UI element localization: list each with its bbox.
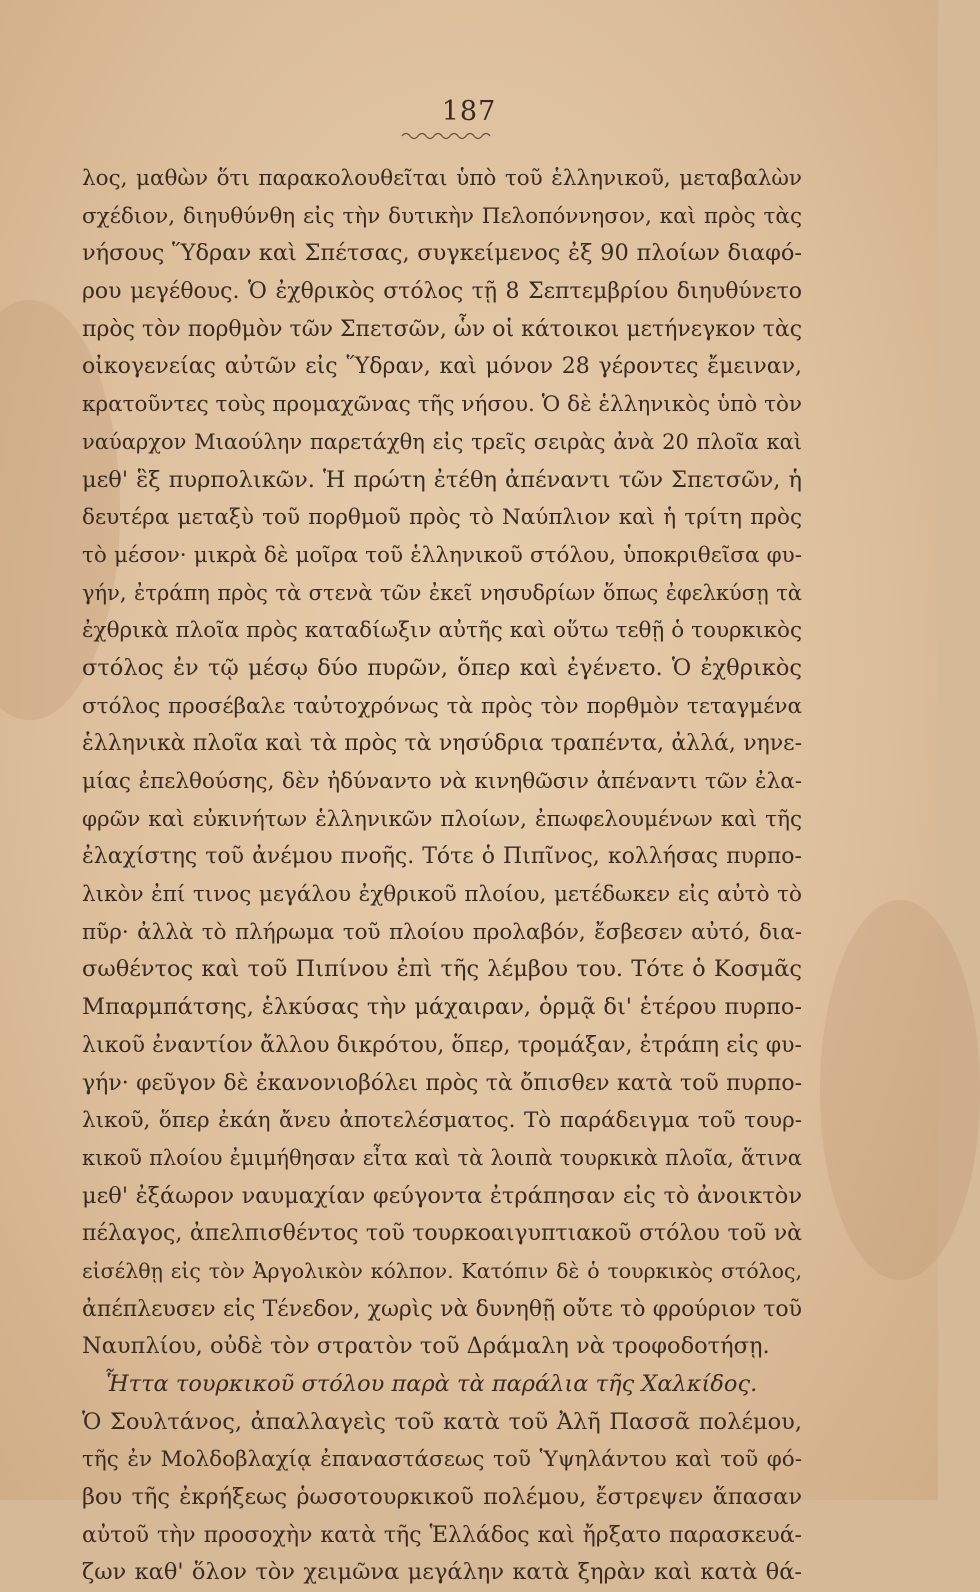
text-line: ναύαρχον Μιαούλην παρετάχθη εἰς τρεῖς σειρὰς ἀνὰ 20 πλοῖα καὶ bbox=[82, 429, 802, 454]
text-line: γήν, ἐτράπη πρὸς τὰ στενὰ τῶν ἐκεῖ νησυδρίων ὅπως ἐφελκύσῃ τὰ bbox=[82, 580, 802, 605]
text-line: κρατοῦντες τοὺς προμαχῶνας τῆς νήσου. Ὁ δὲ ἑλληνικὸς ὑπὸ τὸν bbox=[82, 392, 802, 418]
text-line: σωθέντος καὶ τοῦ Πιπίνου ἐπὶ τῆς λέμβου του. Τότε ὁ Κοσμᾶς bbox=[82, 956, 802, 983]
text-line: ἐλαχίστης τοῦ ἀνέμου πνοῆς. Τότε ὁ Πιπῖνος, κολλήσας πυρπο- bbox=[82, 844, 802, 870]
text-line: τὸ μέσον· μικρὰ δὲ μοῖρα τοῦ ἑλληνικοῦ στόλου, ὑποκριθεῖσα φυ- bbox=[82, 542, 802, 568]
page-number: 187 bbox=[441, 96, 497, 127]
text-line: Ὁ Σουλτάνος, ἀπαλλαγεὶς τοῦ κατὰ τοῦ Ἀλῆ Πασσᾶ πολέμου, bbox=[82, 1408, 802, 1435]
text-line: πέλαγος, ἀπελπισθέντος τοῦ τουρκοαιγυπτιακοῦ στόλου τοῦ νὰ bbox=[82, 1221, 802, 1247]
paper-stain bbox=[820, 900, 980, 1280]
text-line: ρου μεγέθους. Ὁ ἐχθρικὸς στόλος τῇ 8 Σεπτεμβρίου διηυθύνετο bbox=[82, 279, 802, 305]
text-line: ἀπέπλευσεν εἰς Τένεδον, χωρὶς νὰ δυνηθῇ οὔτε τὸ φρούριον τοῦ bbox=[82, 1296, 802, 1322]
text-line: σχέδιον, διηυθύνθη εἰς τὴν δυτικὴν Πελοπόννησον, καὶ πρὸς τὰς bbox=[82, 203, 802, 229]
text-line: ἑλληνικὰ πλοῖα καὶ τὰ πρὸς τὰ νησύδρια τραπέντα, ἀλλά, νηνε- bbox=[82, 731, 802, 757]
text-line: πῦρ· ἀλλὰ τὸ πλήρωμα τοῦ πλοίου προλαβόν, ἔσβεσεν αὐτό, δια- bbox=[82, 919, 802, 945]
text-line: στόλος ἐν τῷ μέσῳ δύο πυρῶν, ὅπερ καὶ ἐγένετο. Ὁ ἐχθρικὸς bbox=[82, 654, 802, 681]
text-line: νήσους Ὕδραν καὶ Σπέτσας, συγκείμενος ἐξ 90 πλοίων διαφό- bbox=[82, 240, 802, 267]
text-line: Ναυπλίου, οὐδὲ τὸν στρατὸν τοῦ Δράμαλη νὰ τροφοδοτήσῃ. bbox=[82, 1333, 770, 1360]
section-heading: Ἧττα τουρκικοῦ στόλου παρὰ τὰ παράλια τῆς Χαλκίδος. bbox=[104, 1371, 758, 1397]
text-line: Μπαρμπάτσης, ἑλκύσας τὴν μάχαιραν, ὁρμᾷ δι' ἑτέρου πυρπο- bbox=[82, 994, 802, 1021]
text-line: ἐχθρικὰ πλοῖα πρὸς καταδίωξιν αὐτῆς καὶ οὕτω τεθῇ ὁ τουρκικὸς bbox=[82, 618, 802, 644]
text-line: μεθ' ἐξάωρον ναυμαχίαν φεύγοντα ἐτράπησαν εἰς τὸ ἀνοικτὸν bbox=[82, 1182, 802, 1209]
text-line: στόλος προσέβαλε ταὐτοχρόνως τὰ πρὸς τὸν πορθμὸν τεταγμένα bbox=[82, 693, 802, 719]
text-line: αὐτοῦ τὴν προσοχὴν κατὰ τῆς Ἑλλάδος καὶ ἤρξατο παρασκευά- bbox=[82, 1522, 802, 1548]
text-line: φρῶν καὶ εὐκινήτων ἑλληνικῶν πλοίων, ἐπωφελουμένων καὶ τῆς bbox=[82, 806, 802, 832]
text-line: εἰσέλθῃ εἰς τὸν Ἀργολικὸν κόλπον. Κατόπιν δὲ ὁ τουρκικὸς στόλος, bbox=[82, 1258, 802, 1283]
text-line: τῆς ἐν Μολδοβλαχίᾳ ἐπαναστάσεως τοῦ Ὑψηλάντου καὶ τοῦ φό- bbox=[82, 1447, 802, 1473]
text-line: λικὸν ἐπί τινος μεγάλου ἐχθρικοῦ πλοίου, μετέδωκεν εἰς αὐτὸ τὸ bbox=[82, 882, 802, 908]
text-line: οἰκογενείας αὐτῶν εἰς Ὕδραν, καὶ μόνον 28 γέροντες ἔμειναν, bbox=[82, 354, 802, 380]
text-line: μίας ἐπελθούσης, δὲν ἠδύναντο νὰ κινηθῶσιν ἀπέναντι τῶν ἐλα- bbox=[82, 769, 802, 794]
text-line: δευτέρα μεταξὺ τοῦ πορθμοῦ πρὸς τὸ Ναύπλιον καὶ ἡ τρίτη πρὸς bbox=[82, 505, 802, 531]
wavy-ornament bbox=[400, 130, 496, 142]
text-line: γήν· φεῦγον δὲ ἐκανονιοβόλει πρὸς τὰ ὄπισθεν κατὰ τοῦ πυρπο- bbox=[82, 1070, 802, 1096]
text-line: μεθ' ἓξ πυρπολικῶν. Ἡ πρώτη ἐτέθη ἀπέναντι τῶν Σπετσῶν, ἡ bbox=[82, 466, 802, 493]
text-line: βου τῆς ἐκρήξεως ῥωσοτουρκικοῦ πολέμου, ἔστρεψεν ἅπασαν bbox=[82, 1484, 802, 1511]
text-line: ζων καθ' ὅλον τὸν χειμῶνα μεγάλην κατὰ ξηρὰν καὶ κατὰ θά- bbox=[82, 1559, 802, 1586]
text-line: πρὸς τὸν πορθμὸν τῶν Σπετσῶν, ὧν οἱ κάτοικοι μετήνεγκον τὰς bbox=[82, 316, 803, 342]
text-line: λος, μαθὼν ὅτι παρακολουθεῖται ὑπὸ τοῦ ἑλληνικοῦ, μεταβαλὼν bbox=[82, 166, 802, 191]
text-line: λικοῦ ἐναντίον ἄλλου δικρότου, ὅπερ, τρομάξαν, ἐτράπη εἰς φυ- bbox=[82, 1032, 802, 1058]
body-text bbox=[82, 160, 802, 1592]
text-line: κικοῦ πλοίου ἐμιμήθησαν εἶτα καὶ τὰ λοιπὰ τουρκικὰ πλοῖα, ἅτινα bbox=[82, 1145, 802, 1170]
text-line: λικοῦ, ὅπερ ἐκάη ἄνευ ἀποτελέσματος. Τὸ παράδειγμα τοῦ τουρ- bbox=[82, 1108, 802, 1134]
